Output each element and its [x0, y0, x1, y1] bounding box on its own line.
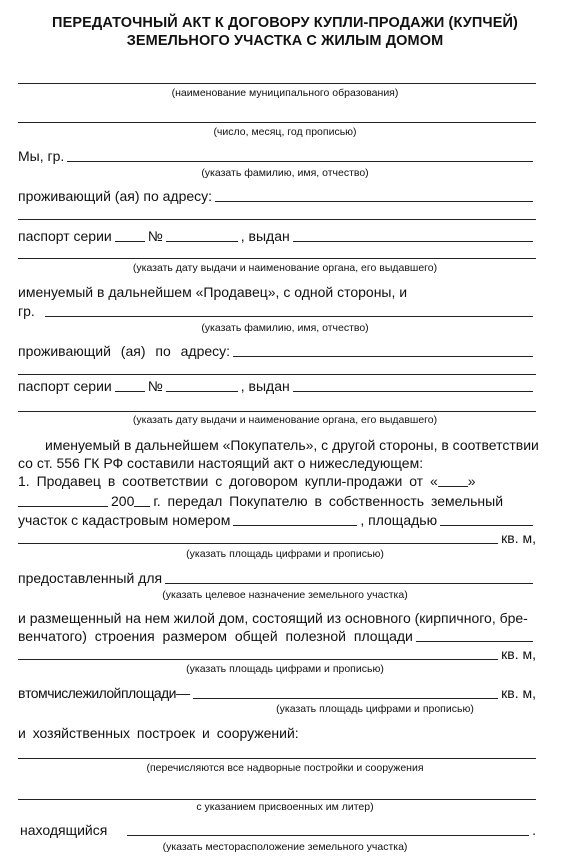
- we-label: Мы, гр.: [18, 148, 65, 164]
- buyer-address-row: [18, 343, 536, 360]
- item1-row-1: [18, 473, 536, 490]
- area-caption-2: (указать площадь цифрами и прописью): [186, 663, 384, 675]
- item1-text-2b: г. передал Покупателю в собственность земельный: [153, 493, 504, 509]
- cadastral-label: участок с кадастровым номером: [18, 512, 231, 528]
- title-line-2: ЗЕМЕЛЬНОГО УЧАСТКА С ЖИЛЫМ ДОМОМ: [126, 33, 444, 49]
- title-line-1: ПЕРЕДАТОЧНЫЙ АКТ К ДОГОВОРУ КУПЛИ-ПРОДАЖИ (КУПЧЕЙ): [52, 15, 518, 31]
- buyer-name-row: [18, 303, 536, 320]
- buyer-passport-row: [18, 378, 536, 395]
- seller-passport-number-field[interactable]: [166, 241, 238, 242]
- sq-m-label: кв. м,: [501, 530, 536, 546]
- item1-row-4: [18, 530, 536, 547]
- seller-name-row: [18, 148, 536, 165]
- located-label: находящийся: [20, 822, 108, 838]
- issued-label: , выдан: [240, 228, 290, 244]
- seller-passport-series-field[interactable]: [115, 241, 145, 242]
- buyer-issued-line-2[interactable]: [18, 411, 536, 412]
- house-line-1: и размещенный на нем жилой дом, состоящий из основного (кирпичного, бре-: [18, 610, 528, 626]
- outbuildings-label: и хозяйственных построек и сооружений:: [18, 725, 299, 741]
- seller-address-row: [18, 188, 536, 205]
- living-area-field[interactable]: [193, 698, 499, 699]
- buyer-address-field[interactable]: [233, 356, 533, 357]
- contract-day-field[interactable]: [438, 486, 468, 487]
- seller-passport-row: [18, 228, 536, 245]
- passport-no-label: №: [147, 228, 163, 244]
- seller-address-field[interactable]: [215, 201, 533, 202]
- house-line-2: венчатого) строения размером общей полезной площади: [18, 628, 413, 644]
- buyer-residing-label: проживающий (ая) по адресу:: [18, 343, 231, 359]
- land-area-field[interactable]: [440, 525, 533, 526]
- item1-text-1b: »: [467, 473, 476, 489]
- location-field[interactable]: [127, 835, 529, 836]
- seller-issue-caption: (указать дату выдачи и наименование органа, его выдавшего): [132, 262, 438, 274]
- item1-text-1a: 1. Продавец в соответствии с договором купли-продажи от «: [18, 473, 438, 489]
- residing-label: проживающий (ая) по адресу:: [18, 188, 213, 204]
- house-row-3: [18, 646, 536, 663]
- outbuildings-caption: (перечисляются все надворные постройки и сооружения: [146, 762, 424, 774]
- buyer-clause-line-2: со ст. 556 ГК РФ составили настоящий акт о нижеследующем:: [18, 455, 424, 471]
- buyer-issued-by-field[interactable]: [293, 391, 533, 392]
- contract-month-field[interactable]: [18, 506, 108, 507]
- outbuildings-line[interactable]: [18, 758, 536, 759]
- location-period: .: [532, 822, 536, 838]
- seller-issued-by-field[interactable]: [293, 241, 533, 242]
- total-area-field-2[interactable]: [18, 659, 498, 660]
- buyer-issued-label: , выдан: [240, 378, 290, 394]
- house-row-2: [18, 628, 536, 645]
- provided-for-label: предоставленный для: [18, 570, 163, 586]
- municipality-line[interactable]: [18, 83, 536, 84]
- area-caption-3: (указать площадь цифрами и прописью): [276, 703, 474, 715]
- seller-address-line-2[interactable]: [18, 219, 536, 220]
- liters-caption: с указанием присвоенных им литер): [196, 801, 374, 813]
- seller-issued-line-2[interactable]: [18, 258, 536, 259]
- buyer-passport-series-label: паспорт серии: [18, 378, 112, 394]
- purpose-field[interactable]: [165, 583, 533, 584]
- buyer-passport-number-field[interactable]: [166, 391, 238, 392]
- buyer-issue-caption: (указать дату выдачи и наименование органа, его выдавшего): [132, 414, 438, 426]
- year-prefix: 200: [111, 493, 135, 509]
- seller-clause: именуемый в дальнейшем «Продавец», с одной стороны, и: [18, 284, 408, 300]
- buyer-name-field[interactable]: [45, 316, 533, 317]
- buyer-fio-caption: (указать фамилию, имя, отчество): [201, 322, 369, 334]
- total-area-field[interactable]: [416, 641, 533, 642]
- cadastral-number-field[interactable]: [233, 525, 357, 526]
- date-line[interactable]: [18, 122, 536, 123]
- buyer-address-line-2[interactable]: [18, 374, 536, 375]
- item1-row-2: [18, 493, 536, 510]
- gr-label: гр.: [18, 303, 35, 319]
- location-row: [18, 822, 536, 839]
- sq-m-label-3: кв. м,: [501, 685, 536, 701]
- purpose-row: [18, 570, 536, 587]
- item1-row-3: [18, 512, 536, 529]
- purpose-caption: (указать целевое назначение земельного участка): [162, 589, 408, 601]
- seller-fio-caption: (указать фамилию, имя, отчество): [201, 167, 369, 179]
- contract-year-field[interactable]: [134, 506, 150, 507]
- passport-series-label: паспорт серии: [18, 228, 112, 244]
- living-area-row: [18, 685, 536, 702]
- municipality-caption: (наименование муниципального образования): [171, 87, 399, 99]
- liters-line[interactable]: [18, 799, 536, 800]
- date-caption: (число, месяц, год прописью): [213, 126, 357, 138]
- seller-name-field[interactable]: [67, 161, 533, 162]
- living-area-label: в том числе жилой площади —: [18, 685, 190, 701]
- buyer-passport-no-label: №: [147, 378, 163, 394]
- sq-m-label-2: кв. м,: [501, 646, 536, 662]
- area-label: , площадью: [360, 512, 438, 528]
- land-area-field-2[interactable]: [18, 543, 498, 544]
- buyer-clause-line-1: именуемый в дальнейшем «Покупатель», с другой стороны, в соответствии: [45, 437, 539, 453]
- area-caption: (указать площадь цифрами и прописью): [186, 548, 384, 560]
- location-caption: (указать месторасположение земельного участка): [162, 841, 408, 853]
- buyer-passport-series-field[interactable]: [115, 391, 145, 392]
